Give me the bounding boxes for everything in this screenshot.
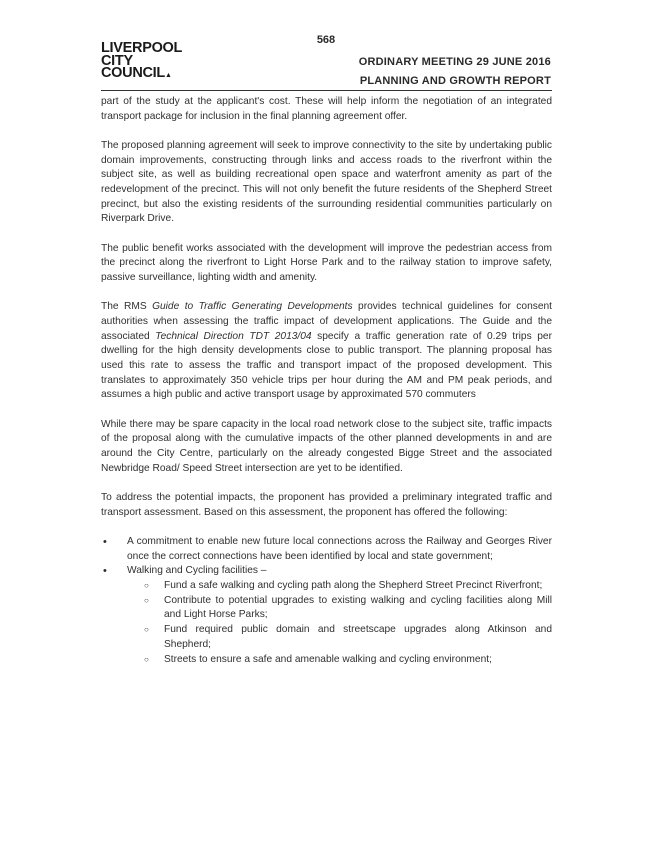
paragraph-4-part-2: provides technical guidelines for consent authorities when assessing the traffic impact of development applications. The Guide and the associated [101,301,552,342]
sub-bullet-text: Fund required public domain and streetscape upgrades along Atkinson and Shepherd; [164,624,552,650]
bullet-icon: • [103,565,107,578]
paragraph-2: The proposed planning agreement will seek to improve connectivity to the site by undertaking public domain improvements, constructing through links and access roads to the riverfront within the subject site, as well as building recreational open space and waterfront amenity as part of the redevelopment of the precinct. This will not only benefit the future residents of the Shepherd Street precinct, but also the existing residents of the surrounding residential communities particularly on Riverpark Drive. [101,139,552,225]
sub-bullet-text: Fund a safe walking and cycling path along the Shepherd Street Precinct Riverfront; [164,579,543,591]
circle-bullet-icon: ○ [144,595,149,605]
paragraph-1: part of the study at the applicant's cost. These will help inform the negotiation of an integrated transport package for inclusion in the final planning agreement offer. [101,96,552,122]
list-item [101,535,552,564]
circle-bullet-icon: ○ [144,625,149,635]
logo-line-2: CITY [101,52,133,69]
paragraph-6: To address the potential impacts, the proponent has provided a preliminary integrated traffic and transport assessment. Based on this assessment, the proponent has offered the following: [101,491,552,518]
paragraph-4-part-1: The RMS [101,301,153,313]
circle-bullet-icon: ○ [144,580,149,590]
walking-cycling-sublist [127,579,552,667]
list-item [144,594,552,623]
logo-mark-icon: ▲ [164,72,172,79]
header-divider [101,90,552,91]
logo-line-1: LIVERPOOL [101,40,183,56]
meeting-title: ORDINARY MEETING 29 JUNE 2016 [358,56,551,68]
council-logo [101,42,182,83]
report-title: PLANNING AND GROWTH REPORT [359,75,551,87]
sub-bullet-text: Contribute to potential upgrades to existing walking and cycling facilities along Mill and Light Horse Parks; [164,594,552,621]
logo-line-3: COUNCIL [101,65,165,81]
bullet-icon: • [103,535,107,548]
page-number: 568 [316,34,336,46]
list-item [144,623,552,652]
guide-title: Guide to Traffic Generating Developments [152,301,353,313]
document-body [101,95,552,667]
circle-bullet-icon: ○ [144,654,149,664]
offer-list [101,535,552,667]
paragraph-5: While there may be spare capacity in the local road network close to the subject site, traffic impacts of the proposal along with the cumulative impacts of the other planned developments in and are around the City Centre, particularly on the already congested Bigge Street and the associated Newbridge Road/ Speed Street intersection are yet to be identified. [101,418,552,474]
sub-bullet-text: Streets to ensure a safe and amenable walking and cycling environment; [164,653,492,665]
paragraph-4-part-3: specify a traffic generation rate of 0.29 trips per dwelling for the high density developments close to public transport. The planning proposal has used this rate to assess the traffic and transport impact of the proposed development. This translates to approximately 350 vehicle trips per hour during the AM and PM peak periods, and assumes a high public and active transport usage by approximated 570 commuters [101,330,552,401]
bullet-text: A commitment to enable new future local connections across the Railway and Georges River once the correct connections have been identified by local and state government; [127,535,552,562]
list-item [101,564,552,667]
list-item [144,579,552,594]
paragraph-3: The public benefit works associated with the development will improve the pedestrian access from the precinct along the riverfront to Light Horse Park and to the railway station to improve safety, passive surveillance, lighting width and amenity. [101,242,552,284]
bullet-text: Walking and Cycling facilities – [127,565,267,577]
technical-direction-title: Technical Direction TDT 2013/04 [155,330,312,342]
paragraph-4 [101,300,552,403]
list-item [144,653,552,668]
